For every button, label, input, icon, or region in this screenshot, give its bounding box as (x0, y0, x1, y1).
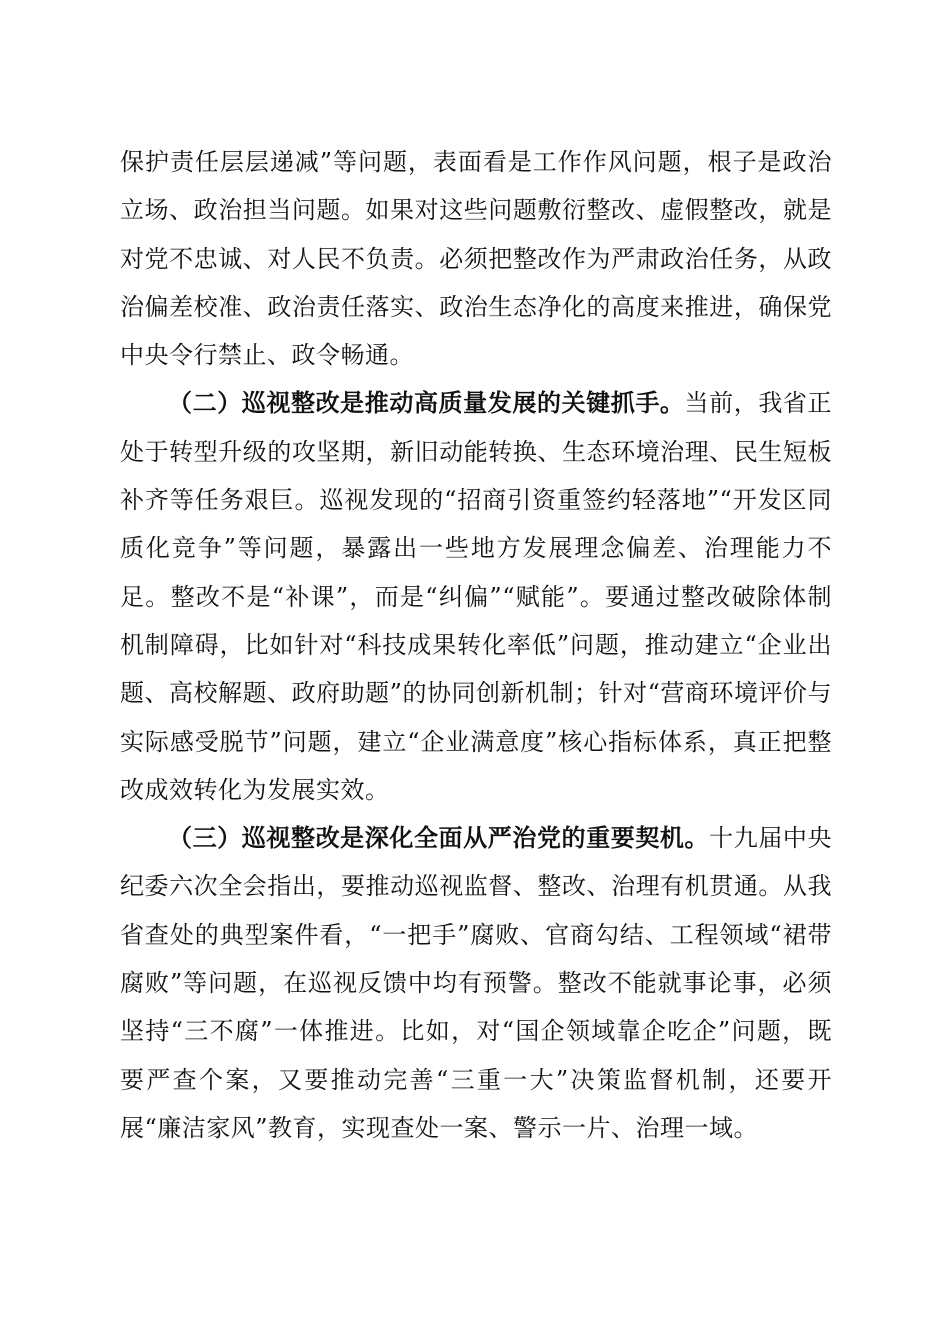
paragraph-continuation (120, 138, 832, 379)
paragraph-section-3 (120, 814, 832, 1152)
section-heading: （三）巡视整改是深化全面从严治党的重要契机。 (168, 823, 710, 853)
paragraph-text: 保护责任层层递减”等问题，表面看是工作作风问题，根子是政治立场、政治担当问题。如果对这些问题敷衍整改、虚假整改，就是对党不忠诚、对人民不负责。必须把整改作为严肃政治任务，从政治偏差校准、政治责任落实、政治生态净化的高度来推进，确保党中央令行禁止、政令畅通。 (120, 148, 832, 370)
document-page (120, 138, 832, 1152)
section-heading: （二）巡视整改是推动高质量发展的关键抓手。 (168, 388, 685, 418)
paragraph-section-2 (120, 379, 832, 814)
paragraph-text: 十九届中央纪委六次全会指出，要推动巡视监督、整改、治理有机贯通。从我省查处的典型案件看，“一把手”腐败、官商勾结、工程领域“裙带腐败”等问题，在巡视反馈中均有预警。整改不能就事论事，必须坚持“三不腐”一体推进。比如，对“国企领域靠企吃企”问题，既要严查个案，又要推动完善“三重一大”决策监督机制，还要开展“廉洁家风”教育，实现查处一案、警示一片、治理一域。 (120, 824, 833, 1142)
paragraph-text: 当前，我省正处于转型升级的攻坚期，新旧动能转换、生态环境治理、民生短板补齐等任务艰巨。巡视发现的“招商引资重签约轻落地”“开发区同质化竞争”等问题，暴露出一些地方发展理念偏差、治理能力不足。整改不是“补课”，而是“纠偏”“赋能”。要通过整改破除体制机制障碍，比如针对“科技成果转化率低”问题，推动建立“企业出题、高校解题、政府助题”的协同创新机制；针对“营商环境评价与实际感受脱节”问题，建立“企业满意度”核心指标体系，真正把整改成效转化为发展实效。 (120, 389, 833, 804)
